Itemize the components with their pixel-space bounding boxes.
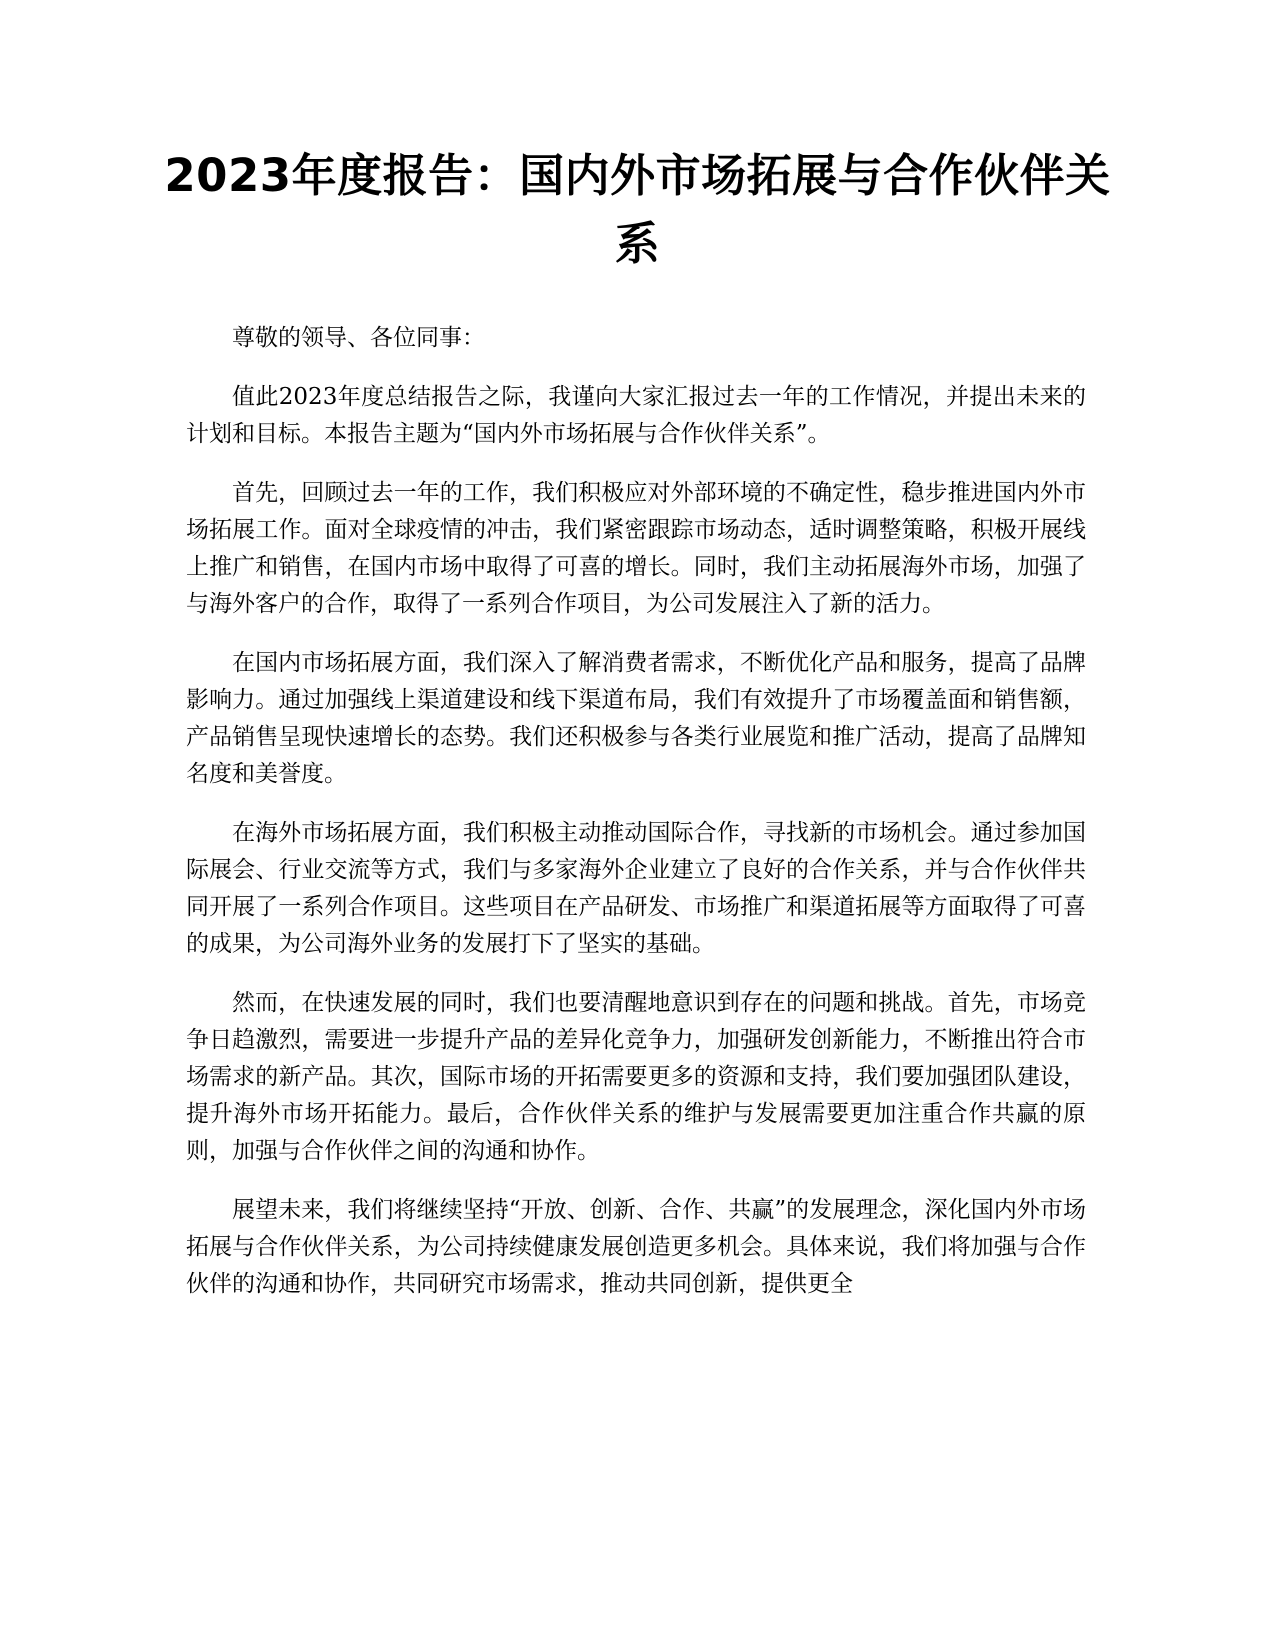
document-body <box>186 320 1086 1325</box>
paragraph-intro: 值此2023年度总结报告之际，我谨向大家汇报过去一年的工作情况，并提出未来的计划和目标。本报告主题为“国内外市场拓展与合作伙伴关系”。 <box>186 384 1086 447</box>
salutation: 尊敬的领导、各位同事： <box>232 325 485 351</box>
paragraph-domestic-market: 在国内市场拓展方面，我们深入了解消费者需求，不断优化产品和服务，提高了品牌影响力。通过加强线上渠道建设和线下渠道布局，我们有效提升了市场覆盖面和销售额，产品销售呈现快速增长的态势。我们还积极参与各类行业展览和推广活动，提高了品牌知名度和美誉度。 <box>186 650 1086 787</box>
paragraph-overseas-market: 在海外市场拓展方面，我们积极主动推动国际合作，寻找新的市场机会。通过参加国际展会、行业交流等方式，我们与多家海外企业建立了良好的合作关系，并与合作伙伴共同开展了一系列合作项目。这些项目在产品研发、市场推广和渠道拓展等方面取得了可喜的成果，为公司海外业务的发展打下了坚实的基础。 <box>186 820 1086 957</box>
paragraph-review: 首先，回顾过去一年的工作，我们积极应对外部环境的不确定性，稳步推进国内外市场拓展工作。面对全球疫情的冲击，我们紧密跟踪市场动态，适时调整策略，积极开展线上推广和销售，在国内市场中取得了可喜的增长。同时，我们主动拓展海外市场，加强了与海外客户的合作，取得了一系列合作项目，为公司发展注入了新的活力。 <box>186 480 1086 617</box>
paragraph-challenges: 然而，在快速发展的同时，我们也要清醒地意识到存在的问题和挑战。首先，市场竞争日趋激烈，需要进一步提升产品的差异化竞争力，加强研发创新能力，不断推出符合市场需求的新产品。其次，国际市场的开拓需要更多的资源和支持，我们要加强团队建设，提升海外市场开拓能力。最后，合作伙伴关系的维护与发展需要更加注重合作共赢的原则，加强与合作伙伴之间的沟通和协作。 <box>186 990 1086 1164</box>
document-title: 2023年度报告：国内外市场拓展与合作伙伴关系 <box>164 149 1111 270</box>
paragraph-outlook: 展望未来，我们将继续坚持“开放、创新、合作、共赢”的发展理念，深化国内外市场拓展与合作伙伴关系，为公司持续健康发展创造更多机会。具体来说，我们将加强与合作伙伴的沟通和协作，共同研究市场需求，推动共同创新，提供更全 <box>186 1197 1086 1297</box>
